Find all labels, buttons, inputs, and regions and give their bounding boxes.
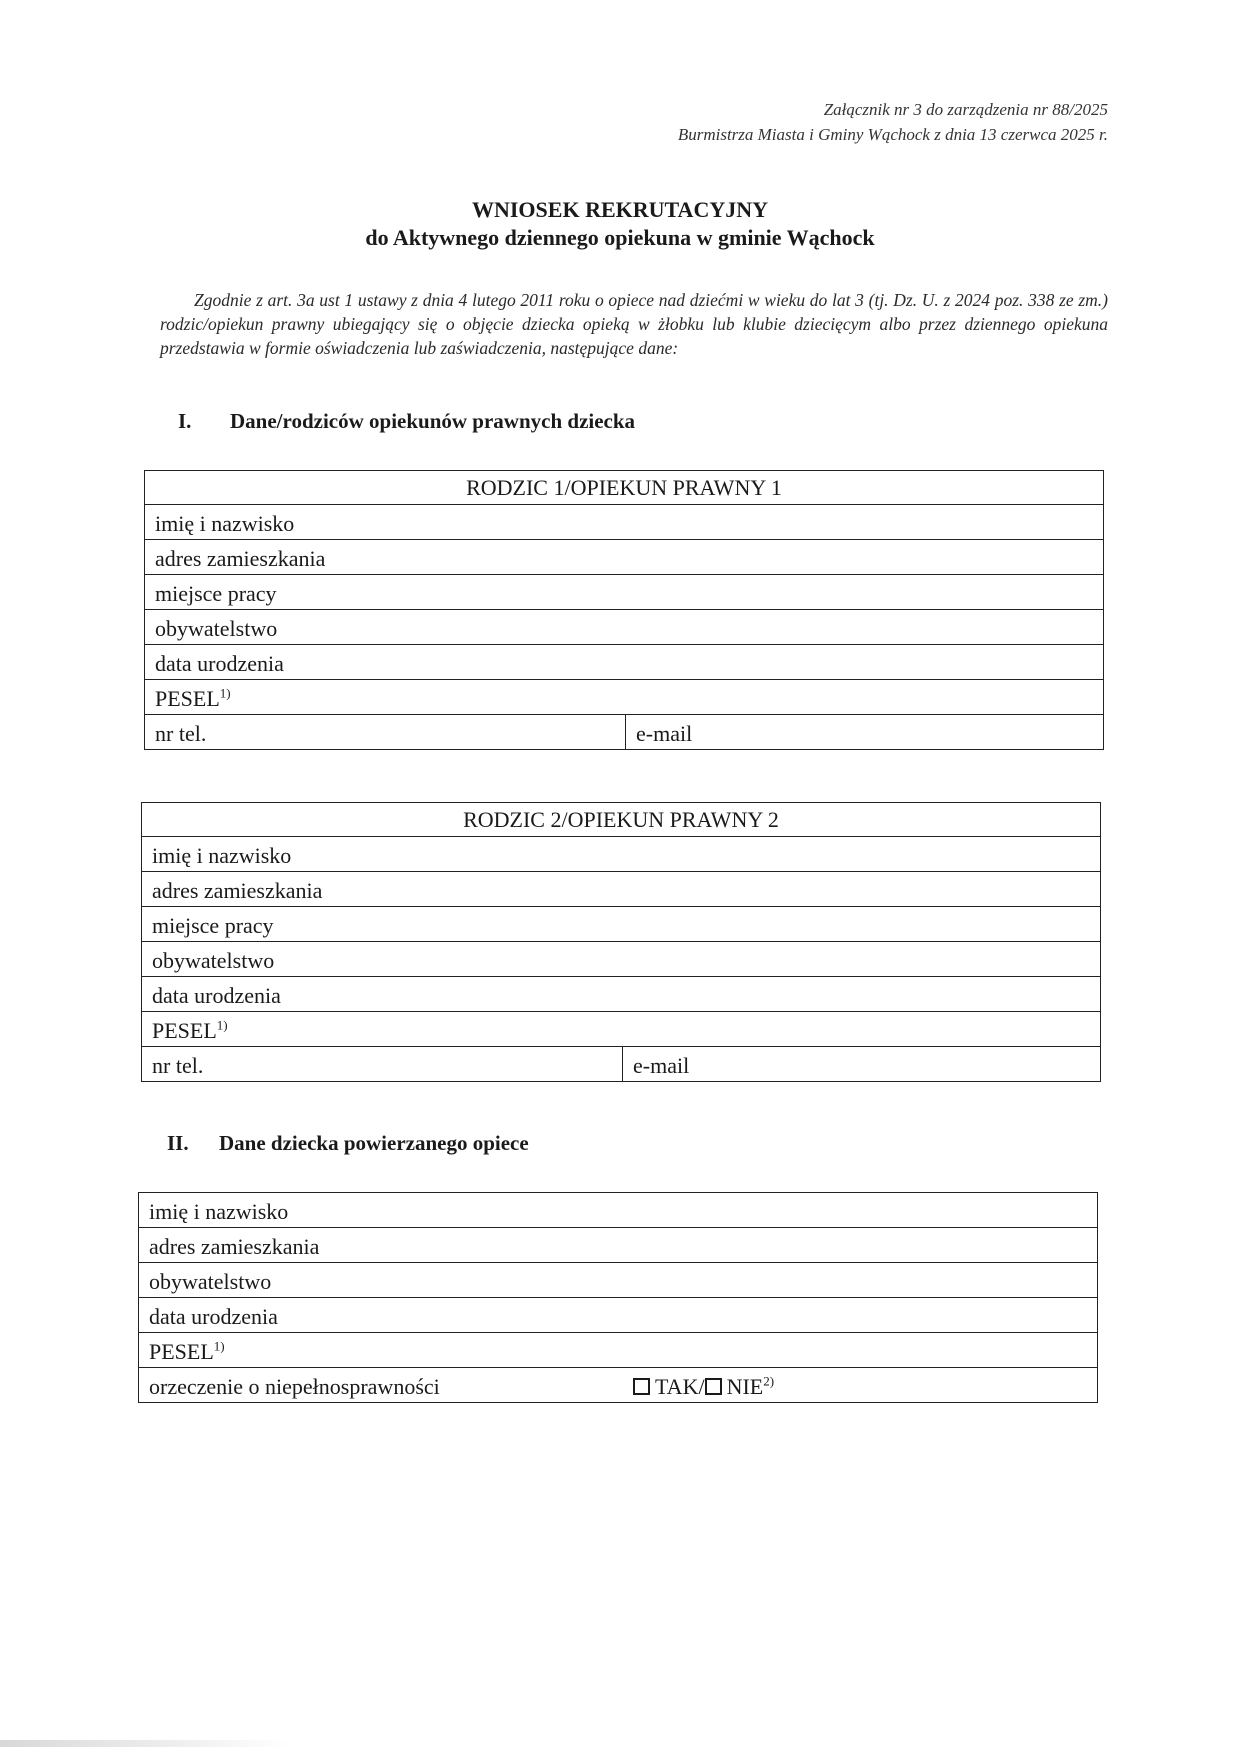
parent-2-header: RODZIC 2/OPIEKUN PRAWNY 2 xyxy=(142,803,1101,837)
child-disability-options xyxy=(623,1368,1098,1403)
option-footnote: 2) xyxy=(763,1373,775,1389)
form-title-line2: do Aktywnego dziennego opiekuna w gminie Wąchock xyxy=(365,225,875,250)
parent-1-phone-field[interactable]: nr tel. xyxy=(145,715,626,750)
section-2-number: II. xyxy=(167,1131,189,1155)
child-pesel-footnote: 1) xyxy=(213,1338,225,1354)
child-address-field[interactable]: adres zamieszkania xyxy=(139,1228,1098,1263)
attachment-note-line1: Załącznik nr 3 do zarządzenia nr 88/2025 xyxy=(823,100,1108,119)
parent-2-name-field[interactable]: imię i nazwisko xyxy=(142,837,1101,872)
attachment-note xyxy=(678,97,1108,147)
attachment-note-line2: Burmistrza Miasta i Gminy Wąchock z dnia 13 czerwca 2025 r. xyxy=(677,125,1108,144)
parent-1-pesel-label: PESEL xyxy=(155,686,220,711)
parent-1-pesel-field[interactable] xyxy=(145,680,1104,715)
parent-1-address-field[interactable]: adres zamieszkania xyxy=(145,540,1104,575)
parent-1-pesel-footnote: 1) xyxy=(219,685,231,701)
child-name-field[interactable]: imię i nazwisko xyxy=(139,1193,1098,1228)
child-pesel-field[interactable] xyxy=(139,1333,1098,1368)
parent-2-phone-field[interactable]: nr tel. xyxy=(142,1047,623,1082)
parent-1-workplace-field[interactable]: miejsce pracy xyxy=(145,575,1104,610)
parent-1-header: RODZIC 1/OPIEKUN PRAWNY 1 xyxy=(145,471,1104,505)
intro-paragraph: Zgodnie z art. 3a ust 1 ustawy z dnia 4 lutego 2011 roku o opiece nad dziećmi w wieku do lat 3 (tj. Dz. U. z 2024 poz. 338 ze zm.) rodzic/opiekun prawny ubiegający się o objęcie dziecka opieką w żłobku lub klubie dziecięcym albo przez dziennego opiekuna przedstawia w formie oświadczenia lub zaświadczenia, następujące dane: xyxy=(160,290,1108,358)
parent-2-pesel-footnote: 1) xyxy=(216,1017,228,1033)
child-table xyxy=(138,1192,1098,1403)
parent-1-name-field[interactable]: imię i nazwisko xyxy=(145,505,1104,540)
parent-1-email-field[interactable]: e-mail xyxy=(626,715,1104,750)
checkbox-yes-icon[interactable] xyxy=(633,1378,650,1395)
section-1-heading xyxy=(178,408,635,434)
form-title-line1: WNIOSEK REKRUTACYJNY xyxy=(471,197,768,222)
child-disability-label: orzeczenie o niepełnosprawności xyxy=(139,1368,624,1403)
parent-2-table xyxy=(141,802,1101,1082)
child-citizenship-field[interactable]: obywatelstwo xyxy=(139,1263,1098,1298)
parent-1-citizenship-field[interactable]: obywatelstwo xyxy=(145,610,1104,645)
parent-2-address-field[interactable]: adres zamieszkania xyxy=(142,872,1101,907)
parent-1-birthdate-field[interactable]: data urodzenia xyxy=(145,645,1104,680)
section-2-title: Dane dziecka powierzanego opiece xyxy=(219,1131,529,1155)
parent-1-table xyxy=(144,470,1104,750)
parent-2-email-field[interactable]: e-mail xyxy=(623,1047,1101,1082)
option-no-label: NIE xyxy=(726,1374,764,1399)
option-yes-label: TAK/ xyxy=(655,1374,705,1399)
scan-artifact xyxy=(0,1740,290,1747)
checkbox-no-icon[interactable] xyxy=(705,1378,722,1395)
child-birthdate-field[interactable]: data urodzenia xyxy=(139,1298,1098,1333)
form-title xyxy=(0,196,1240,252)
section-2-heading xyxy=(167,1130,529,1156)
section-1-title: Dane/rodziców opiekunów prawnych dziecka xyxy=(230,409,636,433)
parent-2-birthdate-field[interactable]: data urodzenia xyxy=(142,977,1101,1012)
child-pesel-label: PESEL xyxy=(149,1339,214,1364)
parent-2-citizenship-field[interactable]: obywatelstwo xyxy=(142,942,1101,977)
section-1-number: I. xyxy=(178,409,192,433)
parent-2-pesel-field[interactable] xyxy=(142,1012,1101,1047)
parent-2-pesel-label: PESEL xyxy=(152,1018,217,1043)
parent-2-workplace-field[interactable]: miejsce pracy xyxy=(142,907,1101,942)
